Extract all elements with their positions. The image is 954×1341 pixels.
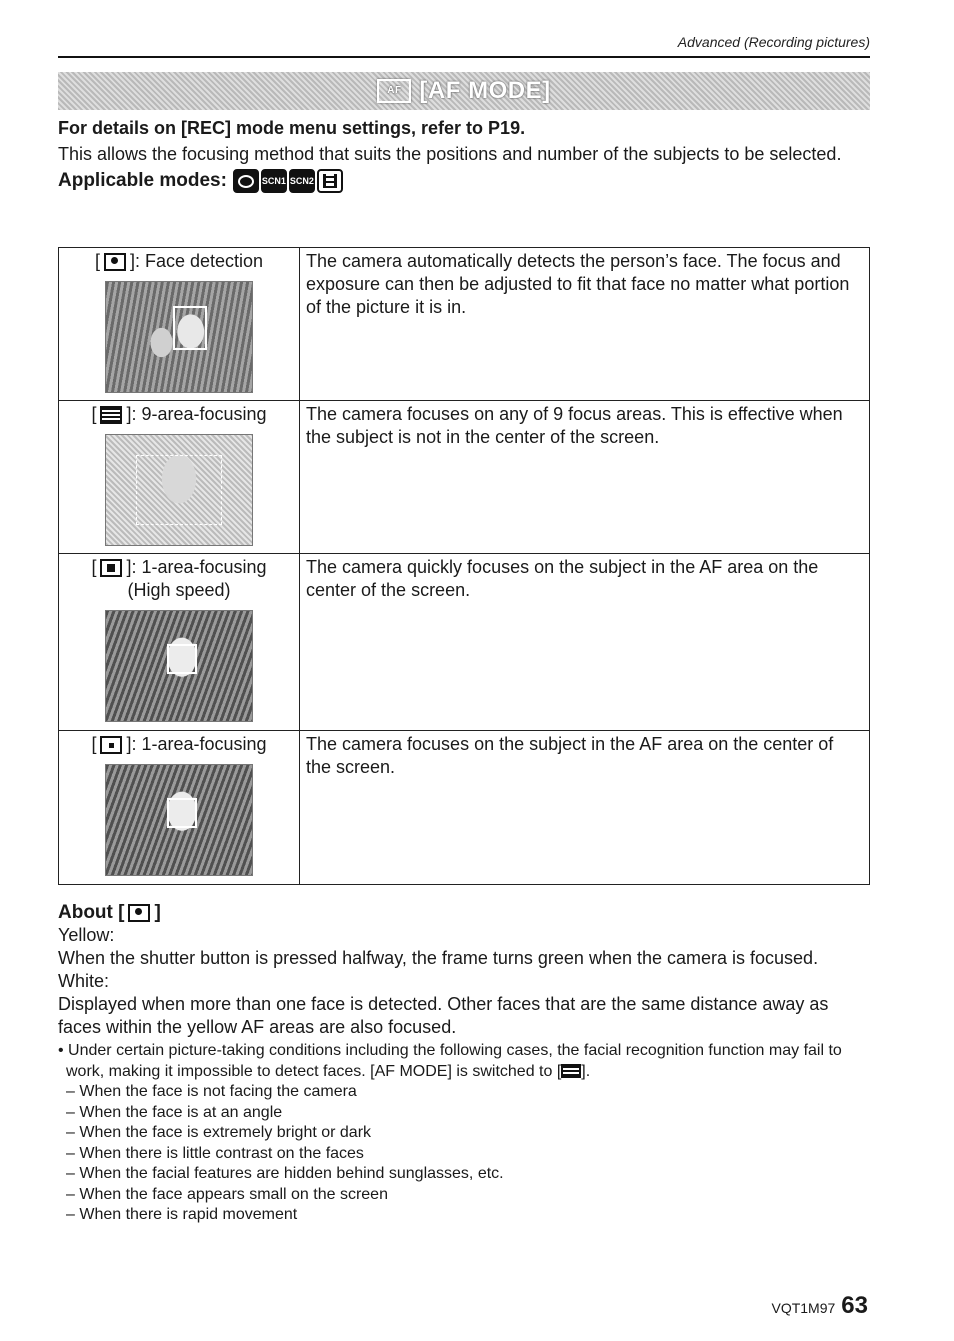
mode-description: The camera focuses on any of 9 focus areas. This is effective when the subject is not in the center of the screen. (300, 401, 870, 554)
mode-icons (233, 169, 343, 193)
applicable-modes-label: Applicable modes: (58, 170, 227, 191)
af-grid (136, 455, 222, 525)
scn2-icon: SCN2 (289, 169, 315, 193)
page-footer (771, 1292, 868, 1320)
one-area-example-photo (105, 764, 253, 876)
applicable-modes (58, 169, 870, 193)
mode-cell (59, 554, 300, 731)
yellow-label: Yellow: (58, 925, 115, 945)
table-row (59, 401, 870, 554)
mode-label: [ ]: 1-area-focusing (91, 734, 267, 754)
camera-icon (233, 169, 259, 193)
mode-description: The camera focuses on the subject in the AF area on the center of the screen. (300, 731, 870, 885)
mode-cell (59, 731, 300, 885)
face-detection-example-photo (105, 281, 253, 393)
section-label: Advanced (Recording pictures) (677, 34, 870, 50)
mode-sublabel: (High speed) (127, 580, 231, 600)
intro-description: This allows the focusing method that suits the positions and number of the subjects to be selected. (58, 144, 842, 164)
title (377, 77, 550, 105)
mode-label: [ ]: 1-area-focusing (91, 557, 267, 577)
mode-label: [ ]: 9-area-focusing (91, 404, 267, 424)
table-row (59, 554, 870, 731)
table-row (59, 731, 870, 885)
mode-description: The camera automatically detects the person’s face. The focus and exposure can then be adjusted to fit that face no matter what portion of the picture it is in. (300, 248, 870, 401)
table-row (59, 248, 870, 401)
motion-picture-icon (317, 169, 343, 193)
one-area-icon (100, 736, 122, 754)
document-code: VQT1M97 (771, 1300, 836, 1316)
af-frame (167, 798, 197, 828)
title-label: [AF MODE] (419, 77, 551, 104)
mode-cell (59, 248, 300, 401)
menu-reference: For details on [REC] mode menu settings, refer to P19. (58, 118, 526, 138)
conditions-list (58, 1082, 870, 1226)
list-item: – When there is little contrast on the faces (66, 1144, 870, 1165)
list-item: – When the face is extremely bright or dark (66, 1123, 870, 1144)
af-frame (173, 306, 207, 350)
yellow-text: When the shutter button is pressed halfway, the frame turns green when the camera is focused. (58, 948, 819, 968)
list-item: – When there is rapid movement (66, 1205, 870, 1226)
face-detection-icon (128, 904, 150, 922)
face-detection-icon (104, 253, 126, 271)
af-frame (167, 644, 197, 674)
one-area-high-speed-example-photo (105, 610, 253, 722)
mode-description: The camera quickly focuses on the subject in the AF area on the center of the screen. (300, 554, 870, 731)
nine-area-icon (100, 406, 122, 424)
list-item: – When the face is at an angle (66, 1103, 870, 1124)
note-bullet: • Under certain picture-taking conditions including the following cases, the facial recognition function may fail to work, making it impossible to detect faces. [AF MODE] is switched to [ ]. (58, 1042, 842, 1080)
intro (58, 118, 870, 193)
white-text: Displayed when more than one face is detected. Other faces that are the same distance away as faces within the yellow AF areas are also focused. (58, 994, 829, 1037)
one-area-high-speed-icon (100, 559, 122, 577)
af-modes-table (58, 247, 870, 885)
mode-cell (59, 401, 300, 554)
list-item: – When the facial features are hidden behind sunglasses, etc. (66, 1164, 870, 1185)
nine-area-icon (561, 1064, 581, 1078)
white-label: White: (58, 971, 110, 991)
title-band (58, 72, 870, 110)
about-title: About [ ] (58, 902, 161, 923)
af-mode-icon: AF (377, 79, 411, 103)
header-rule (58, 56, 870, 58)
scn1-icon: SCN1 (261, 169, 287, 193)
nine-area-example-photo (105, 434, 253, 546)
list-item: – When the face is not facing the camera (66, 1082, 870, 1103)
list-item: – When the face appears small on the screen (66, 1185, 870, 1206)
about-section (58, 902, 870, 1226)
mode-label: [ ]: Face detection (94, 251, 264, 271)
notes (58, 1041, 870, 1226)
page-number: 63 (841, 1292, 868, 1319)
